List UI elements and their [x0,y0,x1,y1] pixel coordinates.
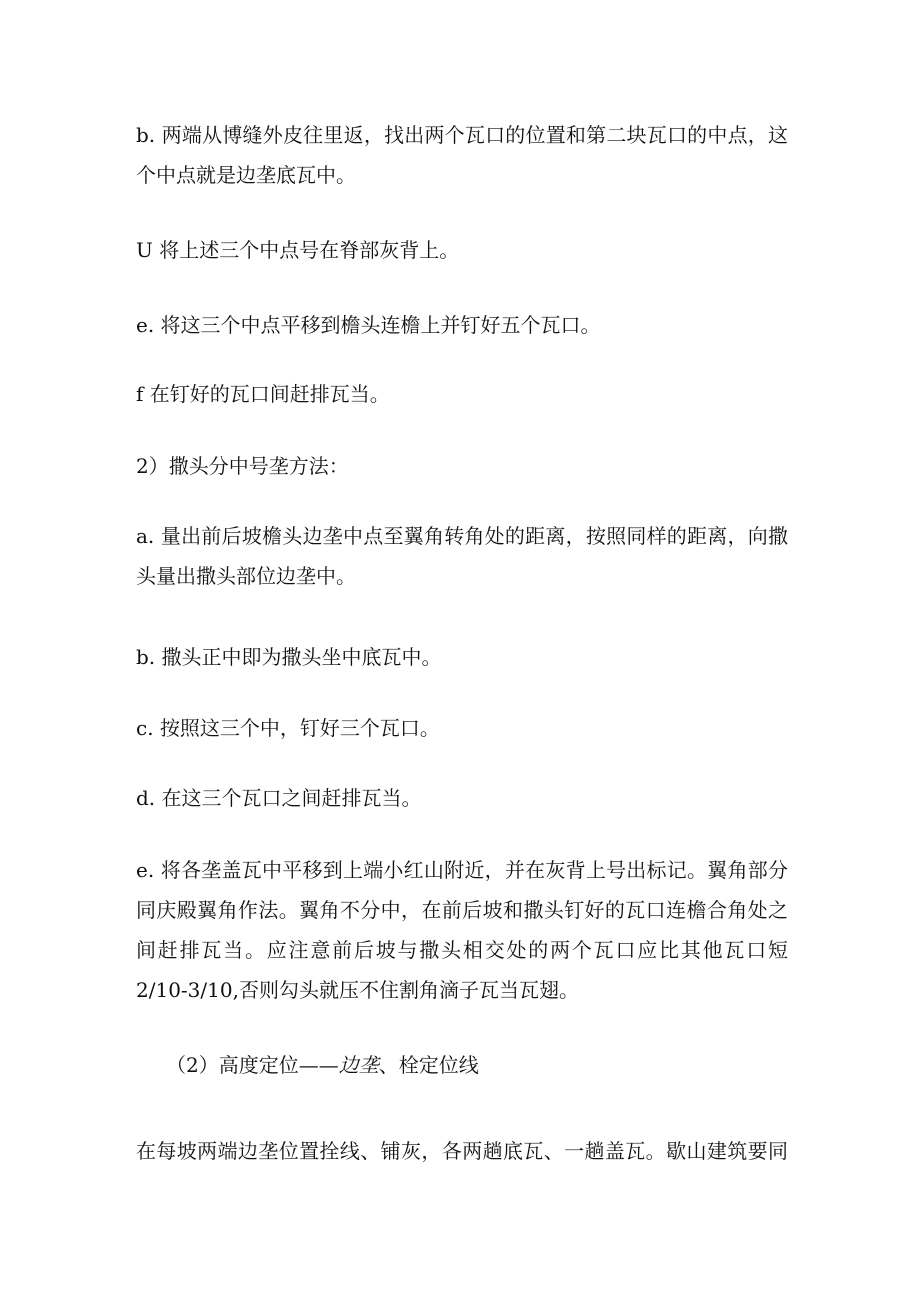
text-line: 在每坡两端边垄位置拴线、铺灰，各两趟底瓦、一趟盖瓦。歇山建筑要同 [136,1139,788,1163]
text-line: d. 在这三个瓦口之间赶排瓦当。 [136,786,422,810]
paragraph-c-nail [136,708,788,748]
text-line: a. 量出前后坡檐头边垄中点至翼角转角处的距离，按照同样的距离，向撒 [136,524,788,548]
heading-suffix: 、栓定位线 [378,1053,479,1077]
text-line: e. 将这三个中点平移到檐头连檐上并钉好五个瓦口。 [136,313,601,337]
paragraph-edge-ridge-line [136,1131,788,1171]
text-line: 间赶排瓦当。应注意前后坡与撒头相交处的两个瓦口应比其他瓦口短 [136,938,788,962]
text-line: 头量出撒头部位边垄中。 [136,564,356,588]
text-line: 同庆殿翼角作法。翼角不分中，在前后坡和撒头钉好的瓦口连檐合角处之 [136,898,788,922]
text-line: 2/10-3/10,否则勾头就压不住割角滴子瓦当瓦翅。 [136,978,579,1002]
text-line: U 将上述三个中点号在脊部灰背上。 [136,238,460,262]
text-line: b. 两端从博缝外皮往里返，找出两个瓦口的位置和第二块瓦口的中点，这 [136,123,788,147]
text-line: 2）撒头分中号垄方法： [136,454,349,478]
section-heading-sahead-method [136,446,788,486]
text-line: 个中点就是边垄底瓦中。 [136,163,356,187]
paragraph-e-wing-angle [136,850,788,1010]
text-line: e. 将各垄盖瓦中平移到上端小红山附近，并在灰背上号出标记。翼角部分 [136,858,788,882]
text-line: c. 按照这三个中，钉好三个瓦口。 [136,716,440,740]
paragraph-b-center [136,637,788,677]
paragraph-b-end-slope [136,115,788,195]
heading-prefix: （2）高度定位—— [166,1053,339,1077]
paragraph-u-mark-ridge [136,230,788,270]
text-line: b. 撒头正中即为撒头坐中底瓦中。 [136,645,442,669]
section-heading-height-positioning [166,1045,818,1085]
paragraph-e-move-points [136,305,788,345]
text-line [166,1045,818,1085]
heading-italic-term: 边垄 [338,1053,379,1077]
text-line: f 在钉好的瓦口间赶排瓦当。 [136,382,390,406]
paragraph-d-arrange [136,778,788,818]
paragraph-a-measure [136,516,788,596]
paragraph-f-arrange [136,374,788,414]
